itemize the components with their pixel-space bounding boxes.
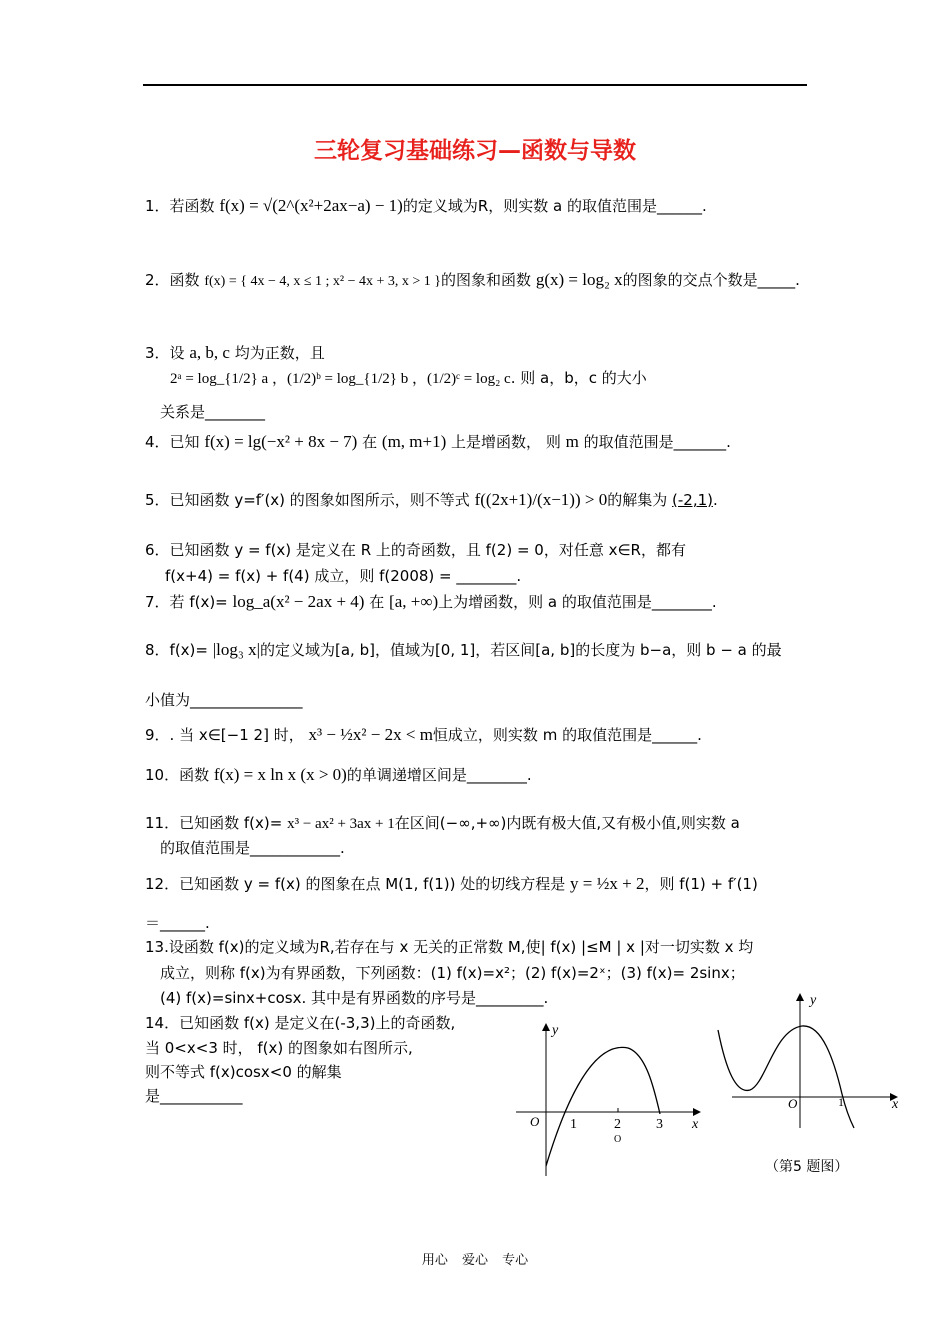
problem-formula: 2ᵃ = log_{1/2} a ，(1/2)ᵇ = log_{1/2} b ，(1/2)ᶜ = log₂ c xyxy=(170,371,511,387)
problem-9 xyxy=(145,725,702,745)
figure-caption: （第5 题图） xyxy=(765,1159,849,1175)
problem-3-cont xyxy=(160,402,265,422)
problem-formula: f(x) = { 4x − 4, x ≤ 1 ; x² − 4x + 3, x > 1 } xyxy=(204,274,442,289)
problem-text: 关系是________ xyxy=(160,403,266,421)
problem-number: 3． xyxy=(145,344,170,362)
tick-label: 3 xyxy=(656,1117,663,1132)
problem-text: f(x)= xyxy=(169,641,208,659)
page-title: 三轮复习基础练习—函数与导数 xyxy=(314,138,636,164)
problem-formula: m xyxy=(565,432,579,451)
problem-8 xyxy=(145,640,782,660)
problem-text: 的解集为 xyxy=(607,491,668,509)
problem-text: f(x+4) = f(x) + f(4) 成立，则 f(2008) = ________. xyxy=(165,567,522,585)
problem-text: 在 xyxy=(362,433,378,451)
problem-number: 1． xyxy=(145,197,170,215)
problem-14-cont3 xyxy=(145,1086,243,1106)
curve xyxy=(546,1047,660,1166)
problem-text: 已知函数 y = f(x) 的图象在点 M(1, f(1)) 处的切线方程是 xyxy=(179,875,566,893)
problem-text: 的取值范围是_______. xyxy=(583,433,731,451)
problem-2 xyxy=(145,270,800,292)
problem-text: 的定义域为[a, b]，值域为[0, 1]，若区间[a, b]的长度为 b−a，则 b − a 的最 xyxy=(259,641,782,659)
problem-number: 11． xyxy=(145,814,180,832)
problem-text: ，则 f(1) + f′(1) xyxy=(644,875,758,893)
tick-label: 2 xyxy=(614,1117,621,1132)
problem-text: 已知函数 f(x)= xyxy=(179,814,283,832)
problem-1 xyxy=(145,196,707,216)
problem-13-cont2 xyxy=(160,988,548,1008)
problem-text: 已知函数 y=f′(x) 的图象如图所示，则不等式 xyxy=(169,491,470,509)
problem-6-cont xyxy=(165,566,521,586)
problem-formula: |log₃ x| xyxy=(212,640,260,659)
problem-text: 设函数 f(x)的定义域为R,若存在与 x 无关的正常数 M,使| f(x) |≤M | x |对一切实数 x 均 xyxy=(168,938,754,956)
problem-text: 恒成立，则实数 m 的取值范围是______. xyxy=(432,726,702,744)
problem-text: 上是增函数， 则 xyxy=(451,433,561,451)
problem-formula: a, b, c xyxy=(189,343,230,362)
problem-5 xyxy=(145,490,718,510)
problem-formula: (m, m+1) xyxy=(381,432,447,451)
problem-formula: f(x) = lg(−x² + 8x − 7) xyxy=(204,432,358,451)
problem-formula: x³ − ax² + 3ax + 1 xyxy=(287,816,395,832)
problem-formula: y = ½x + 2 xyxy=(570,874,645,893)
problem-number: 12． xyxy=(145,875,180,893)
problem-text: 均为正数，且 xyxy=(234,344,325,362)
problem-formula: f((2x+1)/(x−1)) > 0 xyxy=(474,490,608,509)
origin-label: O xyxy=(530,1114,540,1129)
y-label: y xyxy=(552,1023,559,1038)
problem-12 xyxy=(145,874,758,894)
problem-13-cont xyxy=(160,963,745,983)
problem-formula: log_a(x² − 2ax + 4) xyxy=(232,592,365,611)
problem-text: 已知 xyxy=(169,433,200,451)
problem-14-cont2 xyxy=(145,1062,342,1082)
problem-text: ＝______. xyxy=(145,914,210,932)
problem-number: 2． xyxy=(145,271,170,289)
problem-text: 的图象的交点个数是_____. xyxy=(622,271,800,289)
problem-text: . 当 x∈[−1 2] 时， xyxy=(169,726,304,744)
problem-text: 已知函数 y = f(x) 是定义在 R 上的奇函数，且 f(2) = 0，对任意 x∈R，都有 xyxy=(169,541,686,559)
problem-10 xyxy=(145,765,532,785)
problem-text: 成立，则称 f(x)为有界函数，下列函数：(1) f(x)=x²；(2) f(x)=2ˣ；(3) f(x)= 2sinx； xyxy=(160,964,745,982)
problem-6 xyxy=(145,540,686,560)
problem-8-cont xyxy=(145,690,303,710)
problem-text: 函数 xyxy=(169,271,200,289)
problem-formula: f(x) = √(2^(x²+2ax−a) − 1) xyxy=(219,196,403,215)
problem-formula: g(x) = log₂ x xyxy=(535,270,623,289)
problem-14 xyxy=(145,1013,455,1033)
problem-text: 小值为_______________ xyxy=(145,691,303,709)
problem-text: 的取值范围是____________. xyxy=(160,839,345,857)
problem-3 xyxy=(145,343,325,363)
tick-sublabel: O xyxy=(614,1134,622,1145)
problem-text: 若函数 xyxy=(169,197,215,215)
problem-number: 13. xyxy=(145,938,169,956)
problem-3-formula-line xyxy=(170,368,647,389)
problem-formula: [a, +∞) xyxy=(389,592,439,611)
problem-12-cont xyxy=(145,913,210,933)
problem-text: 函数 xyxy=(179,766,210,784)
tick-label: 1 xyxy=(570,1117,577,1132)
curve xyxy=(718,1026,854,1128)
problem-11 xyxy=(145,813,740,834)
problem-answer: (-2,1) xyxy=(672,491,713,509)
problem-text: 则不等式 f(x)cosx<0 的解集 xyxy=(145,1063,342,1081)
problem-7 xyxy=(145,592,717,612)
problem-11-cont xyxy=(160,838,345,858)
problem-number: 4． xyxy=(145,433,170,451)
problem-formula: x³ − ½x² − 2x < m xyxy=(308,725,433,744)
problem-text: 在 xyxy=(369,593,385,611)
problem-text: 上为增函数，则 a 的取值范围是________. xyxy=(438,593,717,611)
y-label: y xyxy=(810,993,817,1008)
problem-number: 10． xyxy=(145,766,180,784)
problem-text: 当 0<x<3 时， f(x) 的图象如右图所示, xyxy=(145,1039,413,1057)
problem-text: . xyxy=(713,491,718,509)
problem-text: 若 f(x)= xyxy=(169,593,228,611)
problem-13 xyxy=(145,937,753,957)
problem-text: 的图象和函数 xyxy=(441,271,532,289)
graph-problem-14 xyxy=(510,1018,710,1180)
problem-4 xyxy=(145,432,731,452)
problem-number: 5． xyxy=(145,491,170,509)
graph-problem-5 xyxy=(712,990,912,1130)
problem-text: 设 xyxy=(169,344,185,362)
problem-text: 是___________ xyxy=(145,1087,243,1105)
x-label: x xyxy=(892,1097,899,1112)
problem-14-cont xyxy=(145,1038,413,1058)
problem-text: 的定义域为R，则实数 a 的取值范围是______. xyxy=(402,197,707,215)
problem-text: . 则 a，b，c 的大小 xyxy=(510,369,647,387)
x-label: x xyxy=(692,1117,699,1132)
problem-number: 9． xyxy=(145,726,170,744)
problem-text: (4) f(x)=sinx+cosx. 其中是有界函数的序号是_________. xyxy=(160,989,549,1007)
page-footer: 用心 爱心 专心 xyxy=(421,1253,529,1268)
tick-label: 1 xyxy=(838,1095,844,1109)
problem-number: 8． xyxy=(145,641,170,659)
problem-formula: f(x) = x ln x (x > 0) xyxy=(213,765,347,784)
origin-label: O xyxy=(788,1096,798,1111)
problem-number: 6． xyxy=(145,541,170,559)
problem-text: 在区间(−∞,+∞)内既有极大值,又有极小值,则实数 a xyxy=(394,814,740,832)
problem-number: 14． xyxy=(145,1014,180,1032)
header-rule xyxy=(143,84,807,86)
problem-text: 已知函数 f(x) 是定义在(-3,3)上的奇函数, xyxy=(179,1014,456,1032)
problem-number: 7． xyxy=(145,593,170,611)
problem-text: 的单调递增区间是________. xyxy=(346,766,532,784)
